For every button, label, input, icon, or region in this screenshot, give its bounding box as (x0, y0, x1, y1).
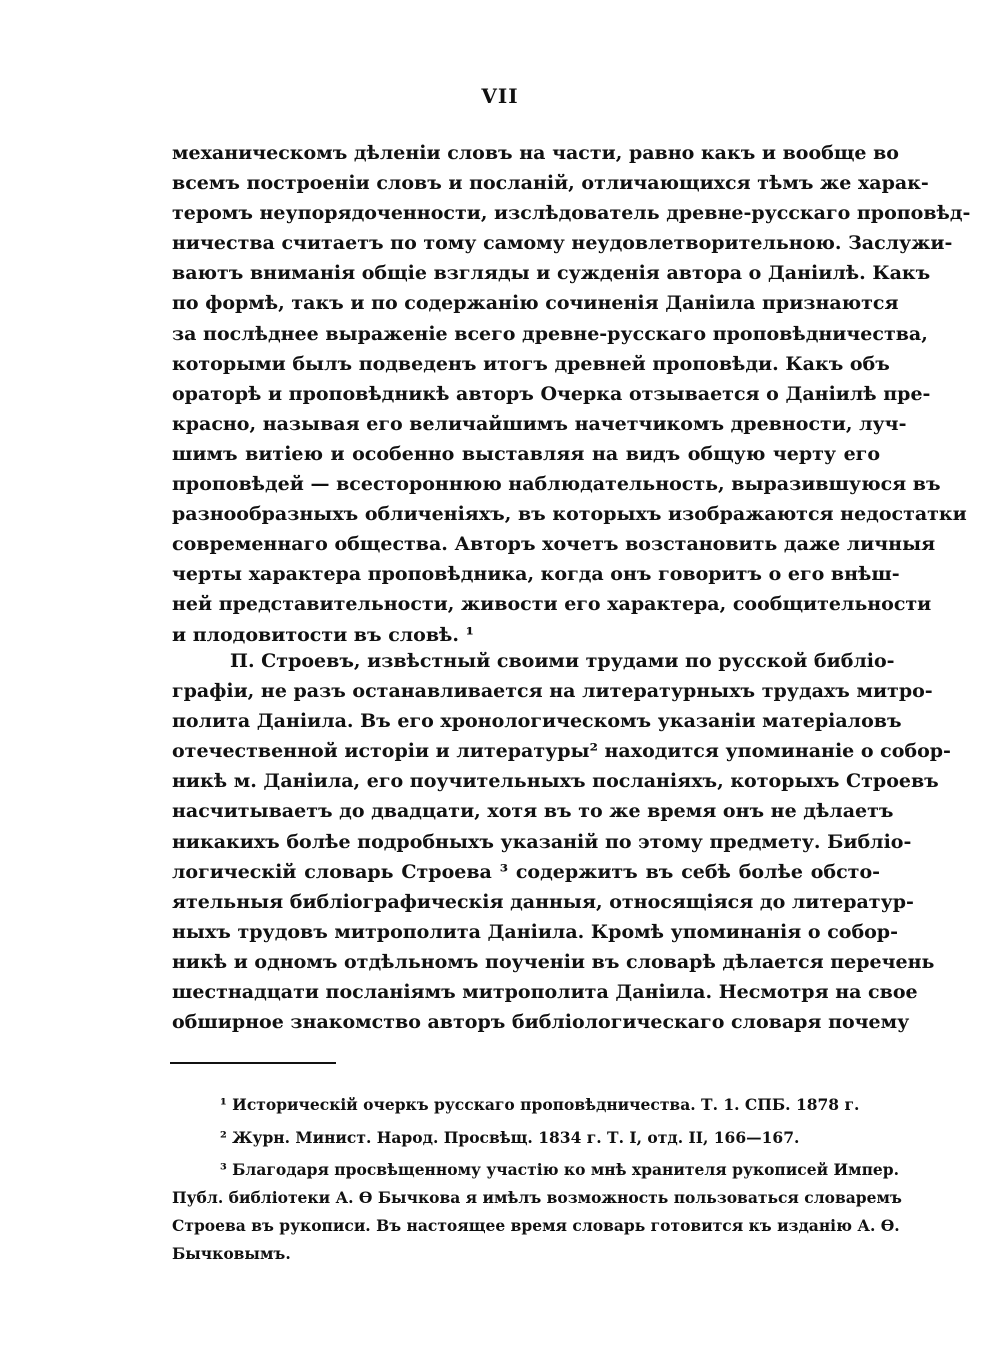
paragraph-line: ораторѣ и проповѣдникѣ авторъ Очерка отзывается о Даніилѣ пре- (172, 382, 931, 405)
paragraph-line: всемъ построеніи словъ и посланій, отличающихся тѣмъ же харак- (172, 172, 929, 195)
paragraph-line: логическій словарь Строева ³ содержитъ въ себѣ болѣе обсто- (172, 860, 880, 883)
paragraph-line: разнообразныхъ обличеніяхъ, въ которыхъ изображаются недостатки (172, 503, 967, 526)
paragraph-line: ятельныя библіографическія данныя, относящіяся до литератур- (172, 890, 914, 913)
paragraph-line: которыми былъ подведенъ итогъ древней проповѣди. Какъ объ (172, 352, 890, 375)
page-number: VII (481, 84, 519, 108)
paragraph-line: и плодовитости въ словѣ. ¹ (172, 623, 474, 646)
paragraph-line: современнаго общества. Авторъ хочетъ возстановить даже личныя (172, 533, 936, 556)
footnote-line: Строева въ рукописи. Въ настоящее время словарь готовится къ изданію А. Ѳ. (172, 1216, 900, 1235)
footnote-1 (172, 1091, 920, 1119)
paragraph-line: теромъ неупорядоченности, изслѣдователь древне-русскаго проповѣд- (172, 202, 971, 225)
footnote-divider (170, 1062, 336, 1064)
paragraph-line: ваютъ вниманія общіе взгляды и сужденія автора о Даніилѣ. Какъ (172, 262, 931, 285)
footnote-line: ¹ Историческій очеркъ русскаго проповѣдничества. Т. 1. СПБ. 1878 г. (220, 1095, 860, 1114)
paragraph-1 (172, 138, 971, 650)
paragraph-line: по формѣ, такъ и по содержанію сочиненія Даніила признаются (172, 292, 899, 315)
paragraph-line: полита Даніила. Въ его хронологическомъ указаніи матеріаловъ (172, 710, 902, 733)
paragraph-line: никѣ и одномъ отдѣльномъ поученіи въ словарѣ дѣлается перечень (172, 950, 935, 973)
paragraph-line: обширное знакомство авторъ библіологическаго словаря почему (172, 1011, 910, 1034)
footnote-line: ³ Благодаря просвѣщенному участію ко мнѣ хранителя рукописей Импер. (220, 1160, 900, 1179)
paragraph-line: механическомъ дѣленіи словъ на части, равно какъ и вообще во (172, 142, 899, 164)
footnote-line: ² Журн. Минист. Народ. Просвѣщ. 1834 г. Т. I, отд. II, 166—167. (220, 1128, 800, 1147)
paragraph-line: никѣ м. Даніила, его поучительныхъ посланіяхъ, которыхъ Строевъ (172, 770, 939, 793)
footnote-3 (172, 1156, 902, 1268)
footnote-2 (172, 1124, 920, 1152)
paragraph-line: красно, называя его величайшимъ начетчикомъ древности, луч- (172, 412, 907, 435)
paragraph-2 (172, 646, 951, 1037)
paragraph-line: насчитываетъ до двадцати, хотя въ то же время онъ не дѣлаетъ (172, 800, 894, 823)
paragraph-line: ничества считаетъ по тому самому неудовлетворительною. Заслужи- (172, 232, 953, 255)
paragraph-line: шестнадцати посланіямъ митрополита Даніила. Несмотря на свое (172, 981, 918, 1004)
paragraph-line: никакихъ болѣе подробныхъ указаній по этому предмету. Библіо- (172, 830, 912, 853)
paragraph-line: ныхъ трудовъ митрополита Даніила. Кромѣ упоминанія о собор- (172, 920, 898, 943)
footnote-line: Бычковымъ. (172, 1244, 291, 1263)
paragraph-line: П. Строевъ, извѣстный своими трудами по русской библіо- (230, 650, 895, 672)
paragraph-line: черты характера проповѣдника, когда онъ говоритъ о его внѣш- (172, 563, 900, 586)
paragraph-line: графіи, не разъ останавливается на литературныхъ трудахъ митро- (172, 680, 933, 703)
paragraph-line: шимъ витіею и особенно выставляя на видъ общую черту его (172, 442, 880, 465)
footnote-line: Публ. библіотеки А. Ѳ Бычкова я имѣлъ возможность пользоваться словаремъ (172, 1188, 902, 1207)
paragraph-line: отечественной исторіи и литературы² находится упоминаніе о собор- (172, 740, 951, 763)
paragraph-line: ней представительности, живости его характера, сообщительности (172, 593, 932, 616)
paragraph-line: за послѣднее выраженіе всего древне-русскаго проповѣдничества, (172, 322, 928, 345)
paragraph-line: проповѣдей — всестороннюю наблюдательность, выразившуюся въ (172, 473, 941, 496)
